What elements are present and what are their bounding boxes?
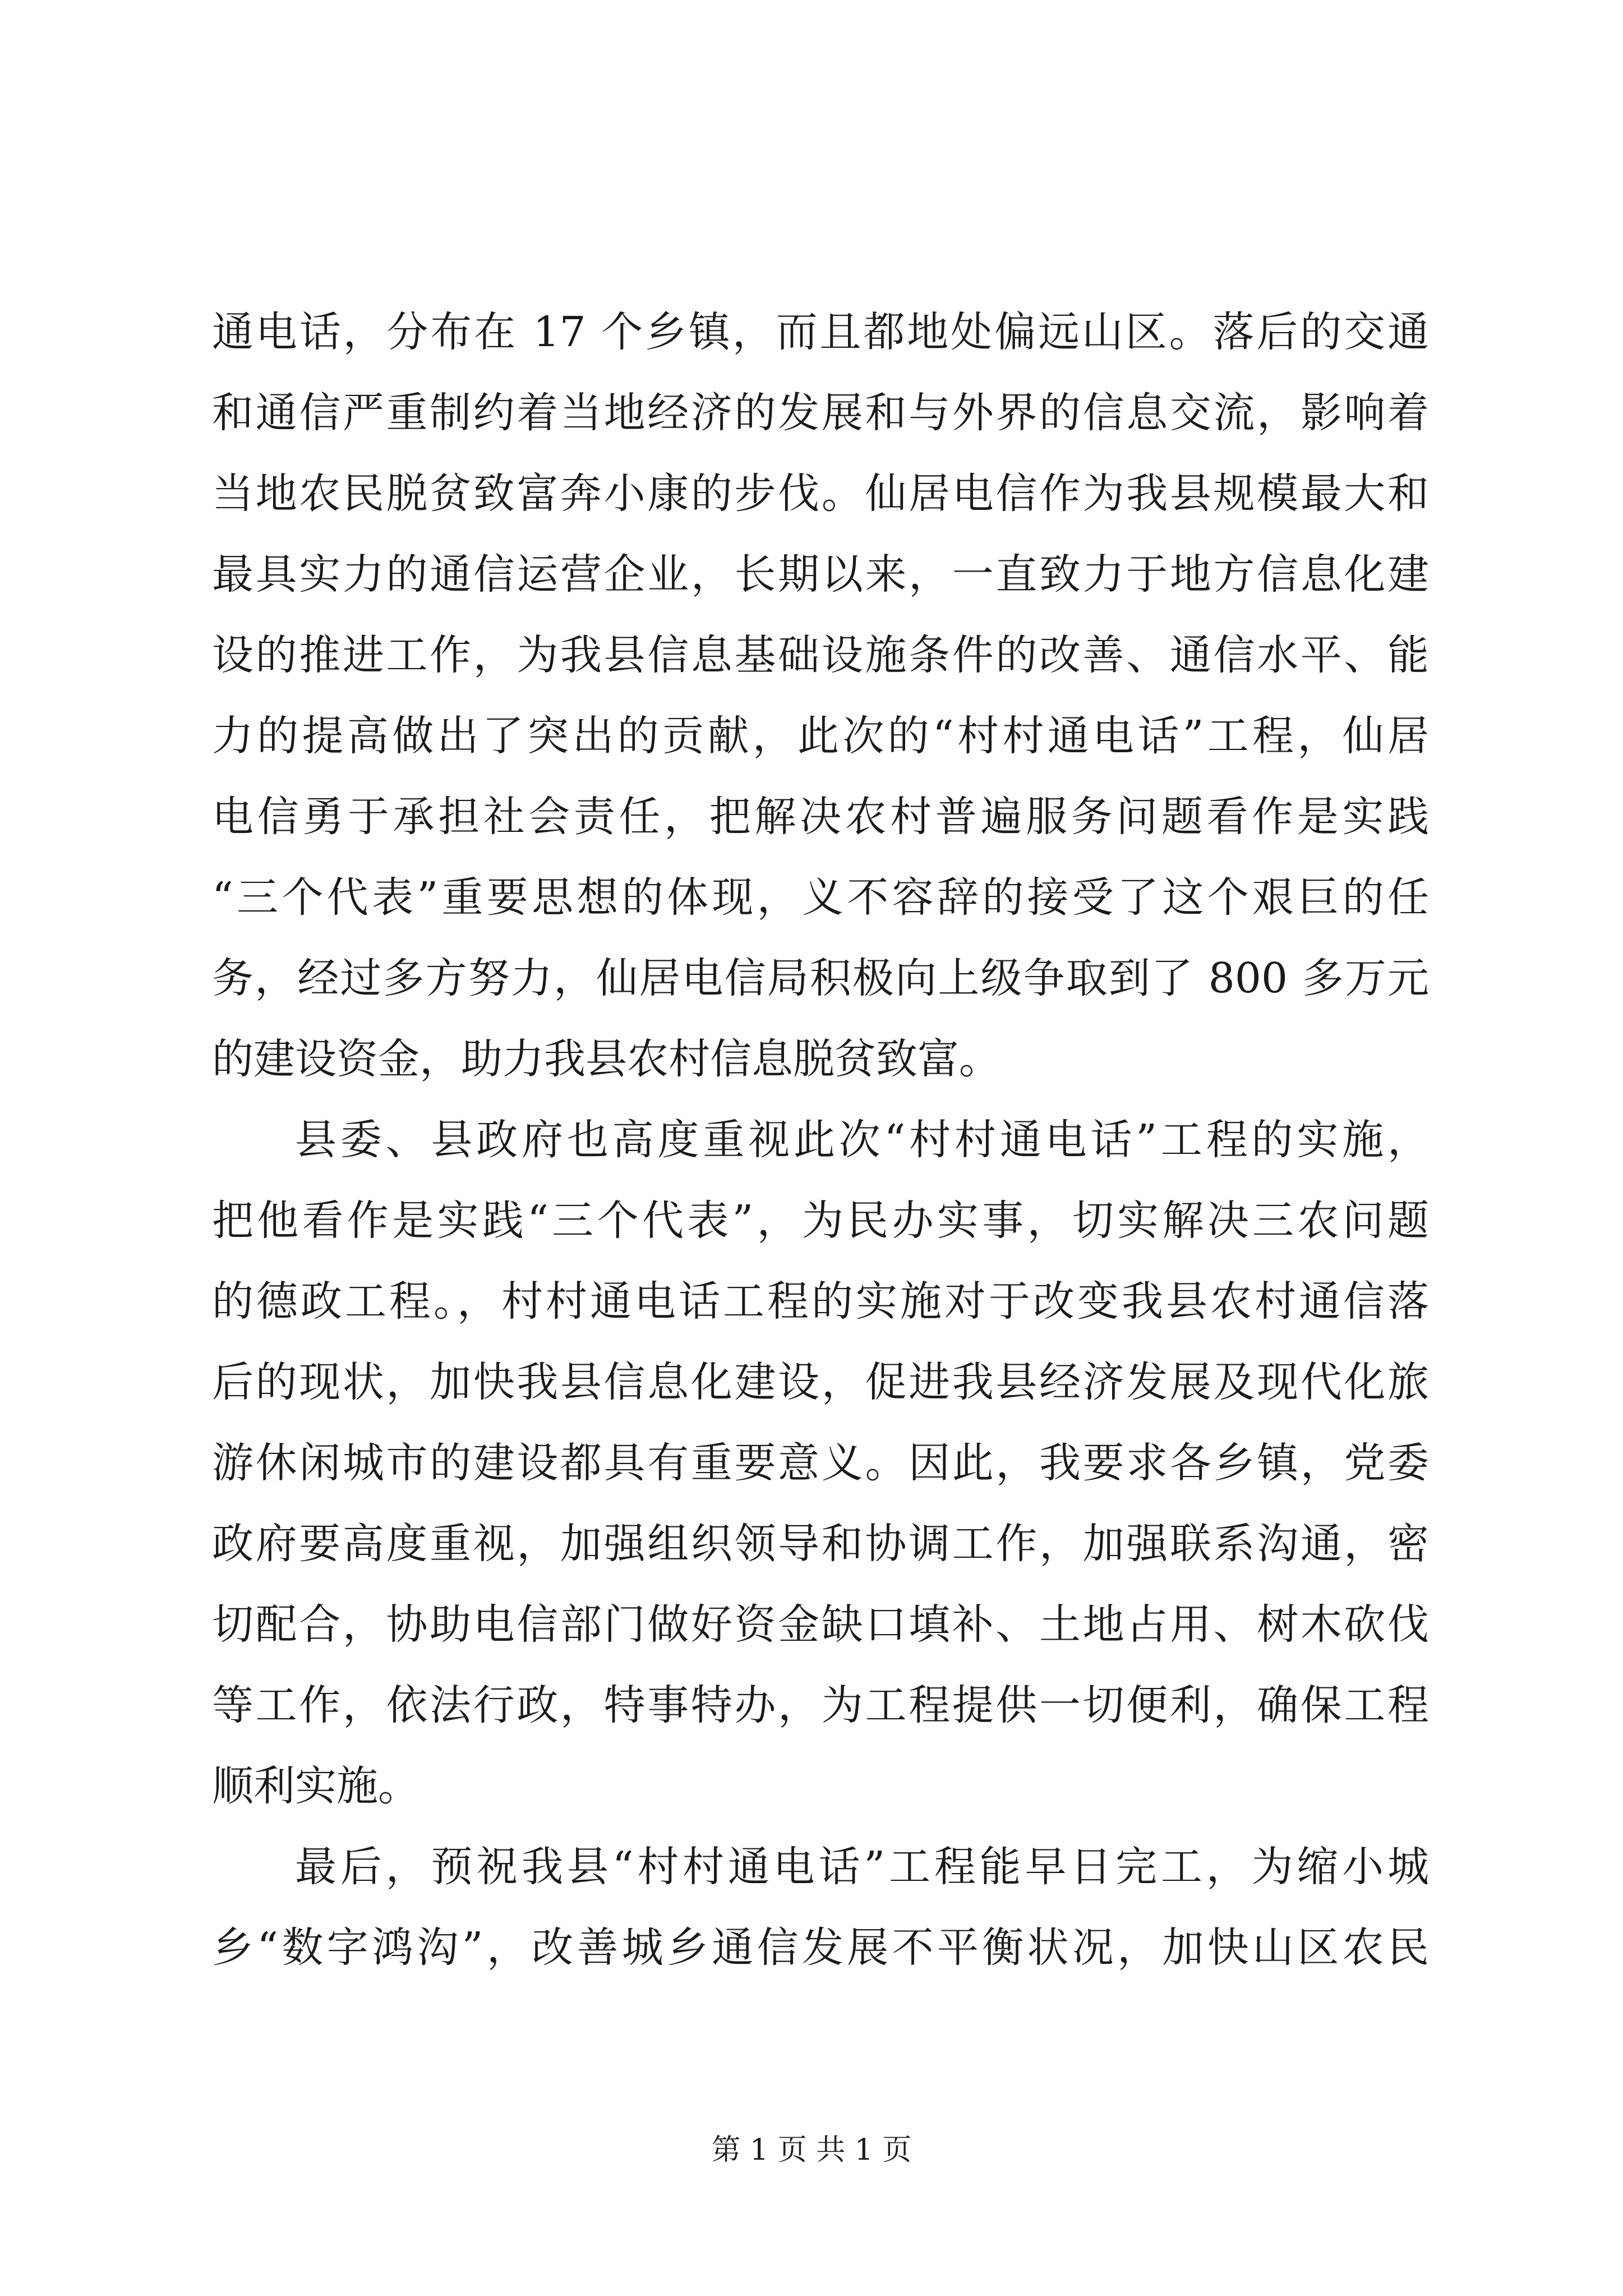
- text-line: 后的现状，加快我县信息化建设，促进我县经济发展及现代化旅: [212, 1358, 1429, 1406]
- text-line: 当地农民脱贫致富奔小康的步伐。仙居电信作为我县规模最大和: [212, 470, 1429, 518]
- text-line: 乡“数字鸿沟”，改善城乡通信发展不平衡状况，加快山区农民: [212, 1924, 1429, 1972]
- text-line: 等工作，依法行政，特事特办，为工程提供一切便利，确保工程: [212, 1681, 1429, 1729]
- paragraph-start-line: 县委、县政府也高度重视此次“村村通电话”工程的实施，: [295, 1116, 1429, 1164]
- text-line: 通电话，分布在 17 个乡镇，而且都地处偏远山区。落后的交通: [212, 308, 1429, 356]
- text-line: 力的提高做出了突出的贡献，此次的“村村通电话”工程，仙居: [212, 712, 1429, 760]
- text-line: 的德政工程。，村村通电话工程的实施对于改变我县农村通信落: [212, 1277, 1429, 1326]
- page-footer: 第 1 页 共 1 页: [711, 2133, 912, 2167]
- document-body: [212, 292, 1429, 1988]
- text-line: 最具实力的通信运营企业，长期以来，一直致力于地方信息化建: [212, 550, 1429, 599]
- text-line: “三个代表”重要思想的体现，义不容辞的接受了这个艰巨的任: [212, 873, 1429, 922]
- text-line: 务，经过多方努力，仙居电信局积极向上级争取到了 800 多万元: [212, 954, 1429, 1002]
- text-line: 游休闲城市的建设都具有重要意义。因此，我要求各乡镇，党委: [212, 1439, 1429, 1487]
- paragraph-start-line: 最后，预祝我县“村村通电话”工程能早日完工，为缩小城: [295, 1843, 1429, 1891]
- text-line: 的建设资金，助力我县农村信息脱贫致富。: [212, 1035, 1000, 1083]
- text-line: 把他看作是实践“三个代表”，为民办实事，切实解决三农问题: [212, 1197, 1429, 1245]
- text-line: 电信勇于承担社会责任，把解决农村普遍服务问题看作是实践: [212, 793, 1429, 841]
- text-line: 切配合，协助电信部门做好资金缺口填补、土地占用、树木砍伐: [212, 1600, 1429, 1649]
- text-line: 和通信严重制约着当地经济的发展和与外界的信息交流，影响着: [212, 389, 1429, 437]
- text-line: 设的推进工作，为我县信息基础设施条件的改善、通信水平、能: [212, 631, 1429, 679]
- text-line: 顺利实施。: [212, 1762, 419, 1810]
- text-line: 政府要高度重视，加强组织领导和协调工作，加强联系沟通，密: [212, 1520, 1429, 1568]
